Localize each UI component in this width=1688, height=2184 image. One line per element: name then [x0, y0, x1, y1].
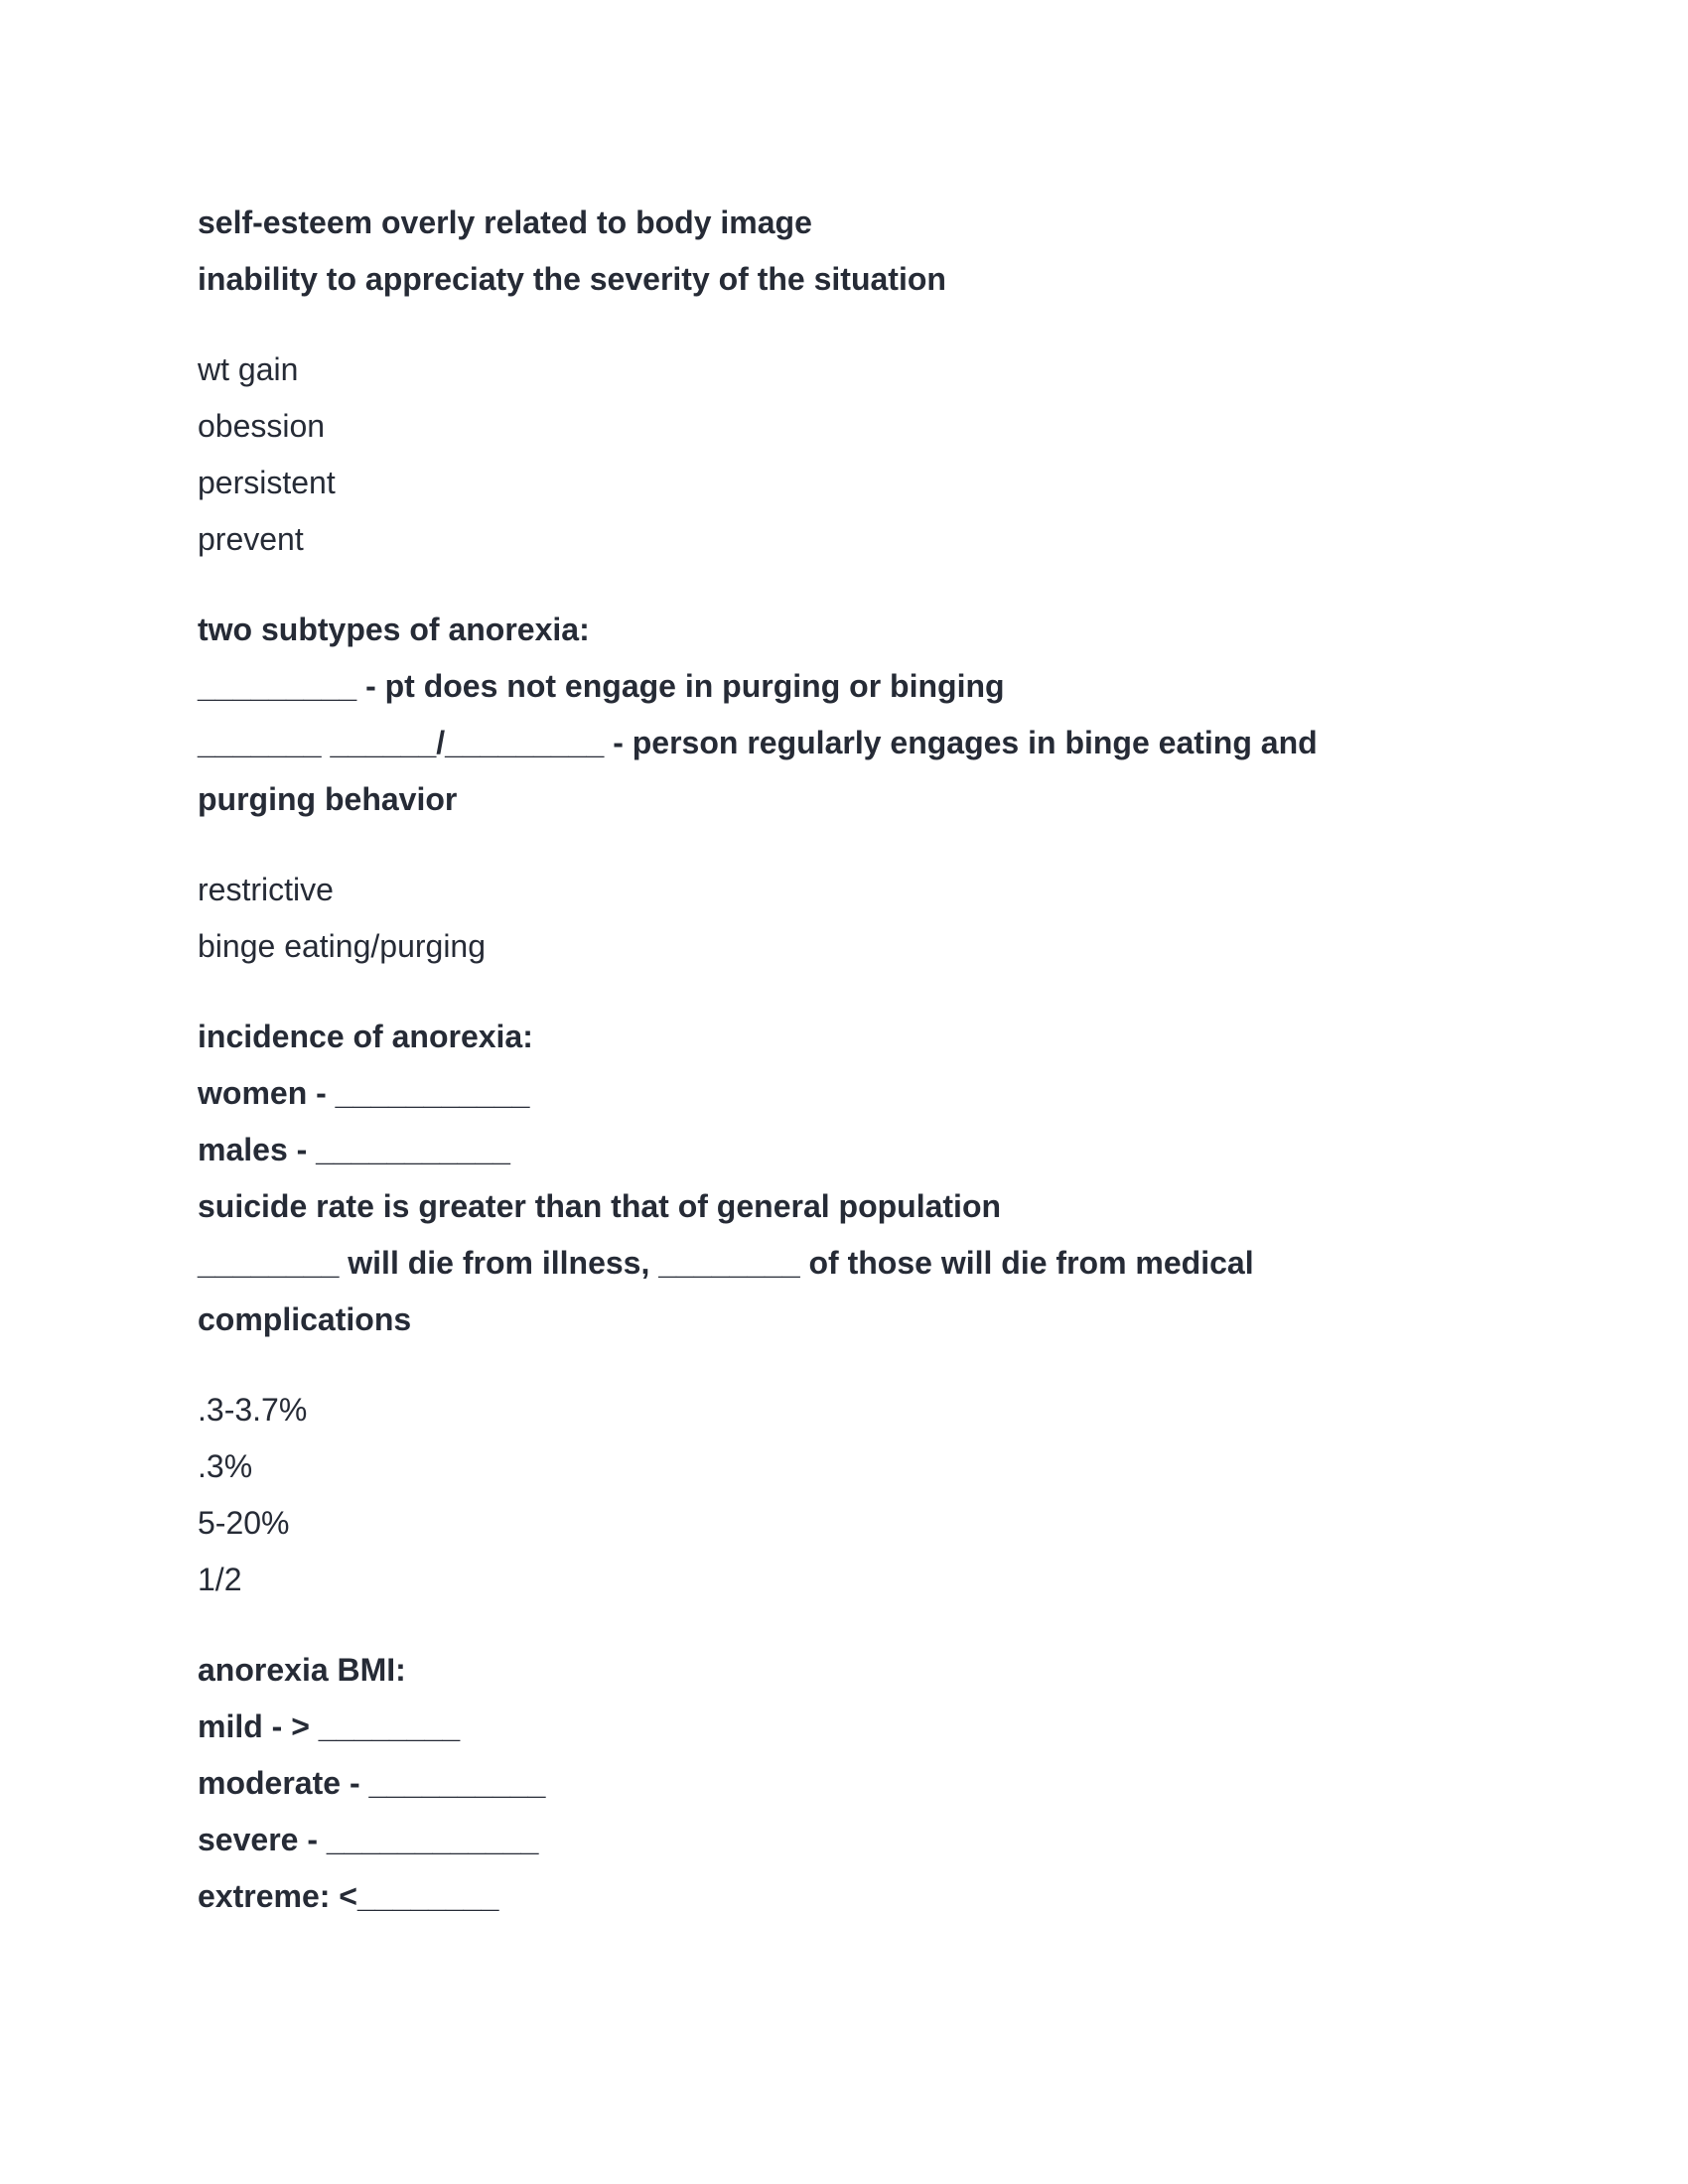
answer-line: obession [198, 408, 326, 444]
question-block-4 [198, 1642, 1508, 1925]
question-line: mild - > ________ [198, 1708, 461, 1744]
question-line: suicide rate is greater than that of general population [198, 1188, 1002, 1224]
question-line: _______ ______/_________ - person regularly engages in binge eating and [198, 725, 1318, 760]
answer-line: wt gain [198, 351, 299, 387]
answer-line: persistent [198, 465, 336, 500]
question-line: ________ will die from illness, ________ of those will die from medical [198, 1245, 1254, 1281]
question-block-3 [198, 1009, 1508, 1348]
answer-line: 5-20% [198, 1505, 290, 1541]
question-line: women - ___________ [198, 1075, 530, 1111]
question-line: males - ___________ [198, 1132, 510, 1167]
question-line: _________ - pt does not engage in purging or binging [198, 668, 1005, 704]
answer-line: .3% [198, 1448, 253, 1484]
answer-block-1 [198, 341, 1508, 568]
question-line: moderate - __________ [198, 1765, 546, 1801]
answer-line: prevent [198, 521, 304, 557]
answer-line: binge eating/purging [198, 928, 487, 964]
answer-block-3 [198, 1382, 1508, 1608]
question-line: self-esteem overly related to body image [198, 205, 812, 240]
question-line: severe - ____________ [198, 1822, 539, 1857]
question-block-2 [198, 602, 1508, 828]
question-block-1 [198, 195, 1508, 308]
question-line: two subtypes of anorexia: [198, 612, 590, 647]
question-line: anorexia BMI: [198, 1652, 406, 1688]
question-line: incidence of anorexia: [198, 1019, 533, 1054]
question-line: purging behavior [198, 781, 458, 817]
answer-block-2 [198, 862, 1508, 975]
question-line: inability to appreciaty the severity of the situation [198, 261, 946, 297]
question-line: complications [198, 1301, 412, 1337]
question-line: extreme: <________ [198, 1878, 499, 1914]
answer-line: .3-3.7% [198, 1392, 308, 1428]
answer-line: 1/2 [198, 1562, 242, 1597]
document-page [198, 195, 1508, 1925]
answer-line: restrictive [198, 872, 334, 907]
